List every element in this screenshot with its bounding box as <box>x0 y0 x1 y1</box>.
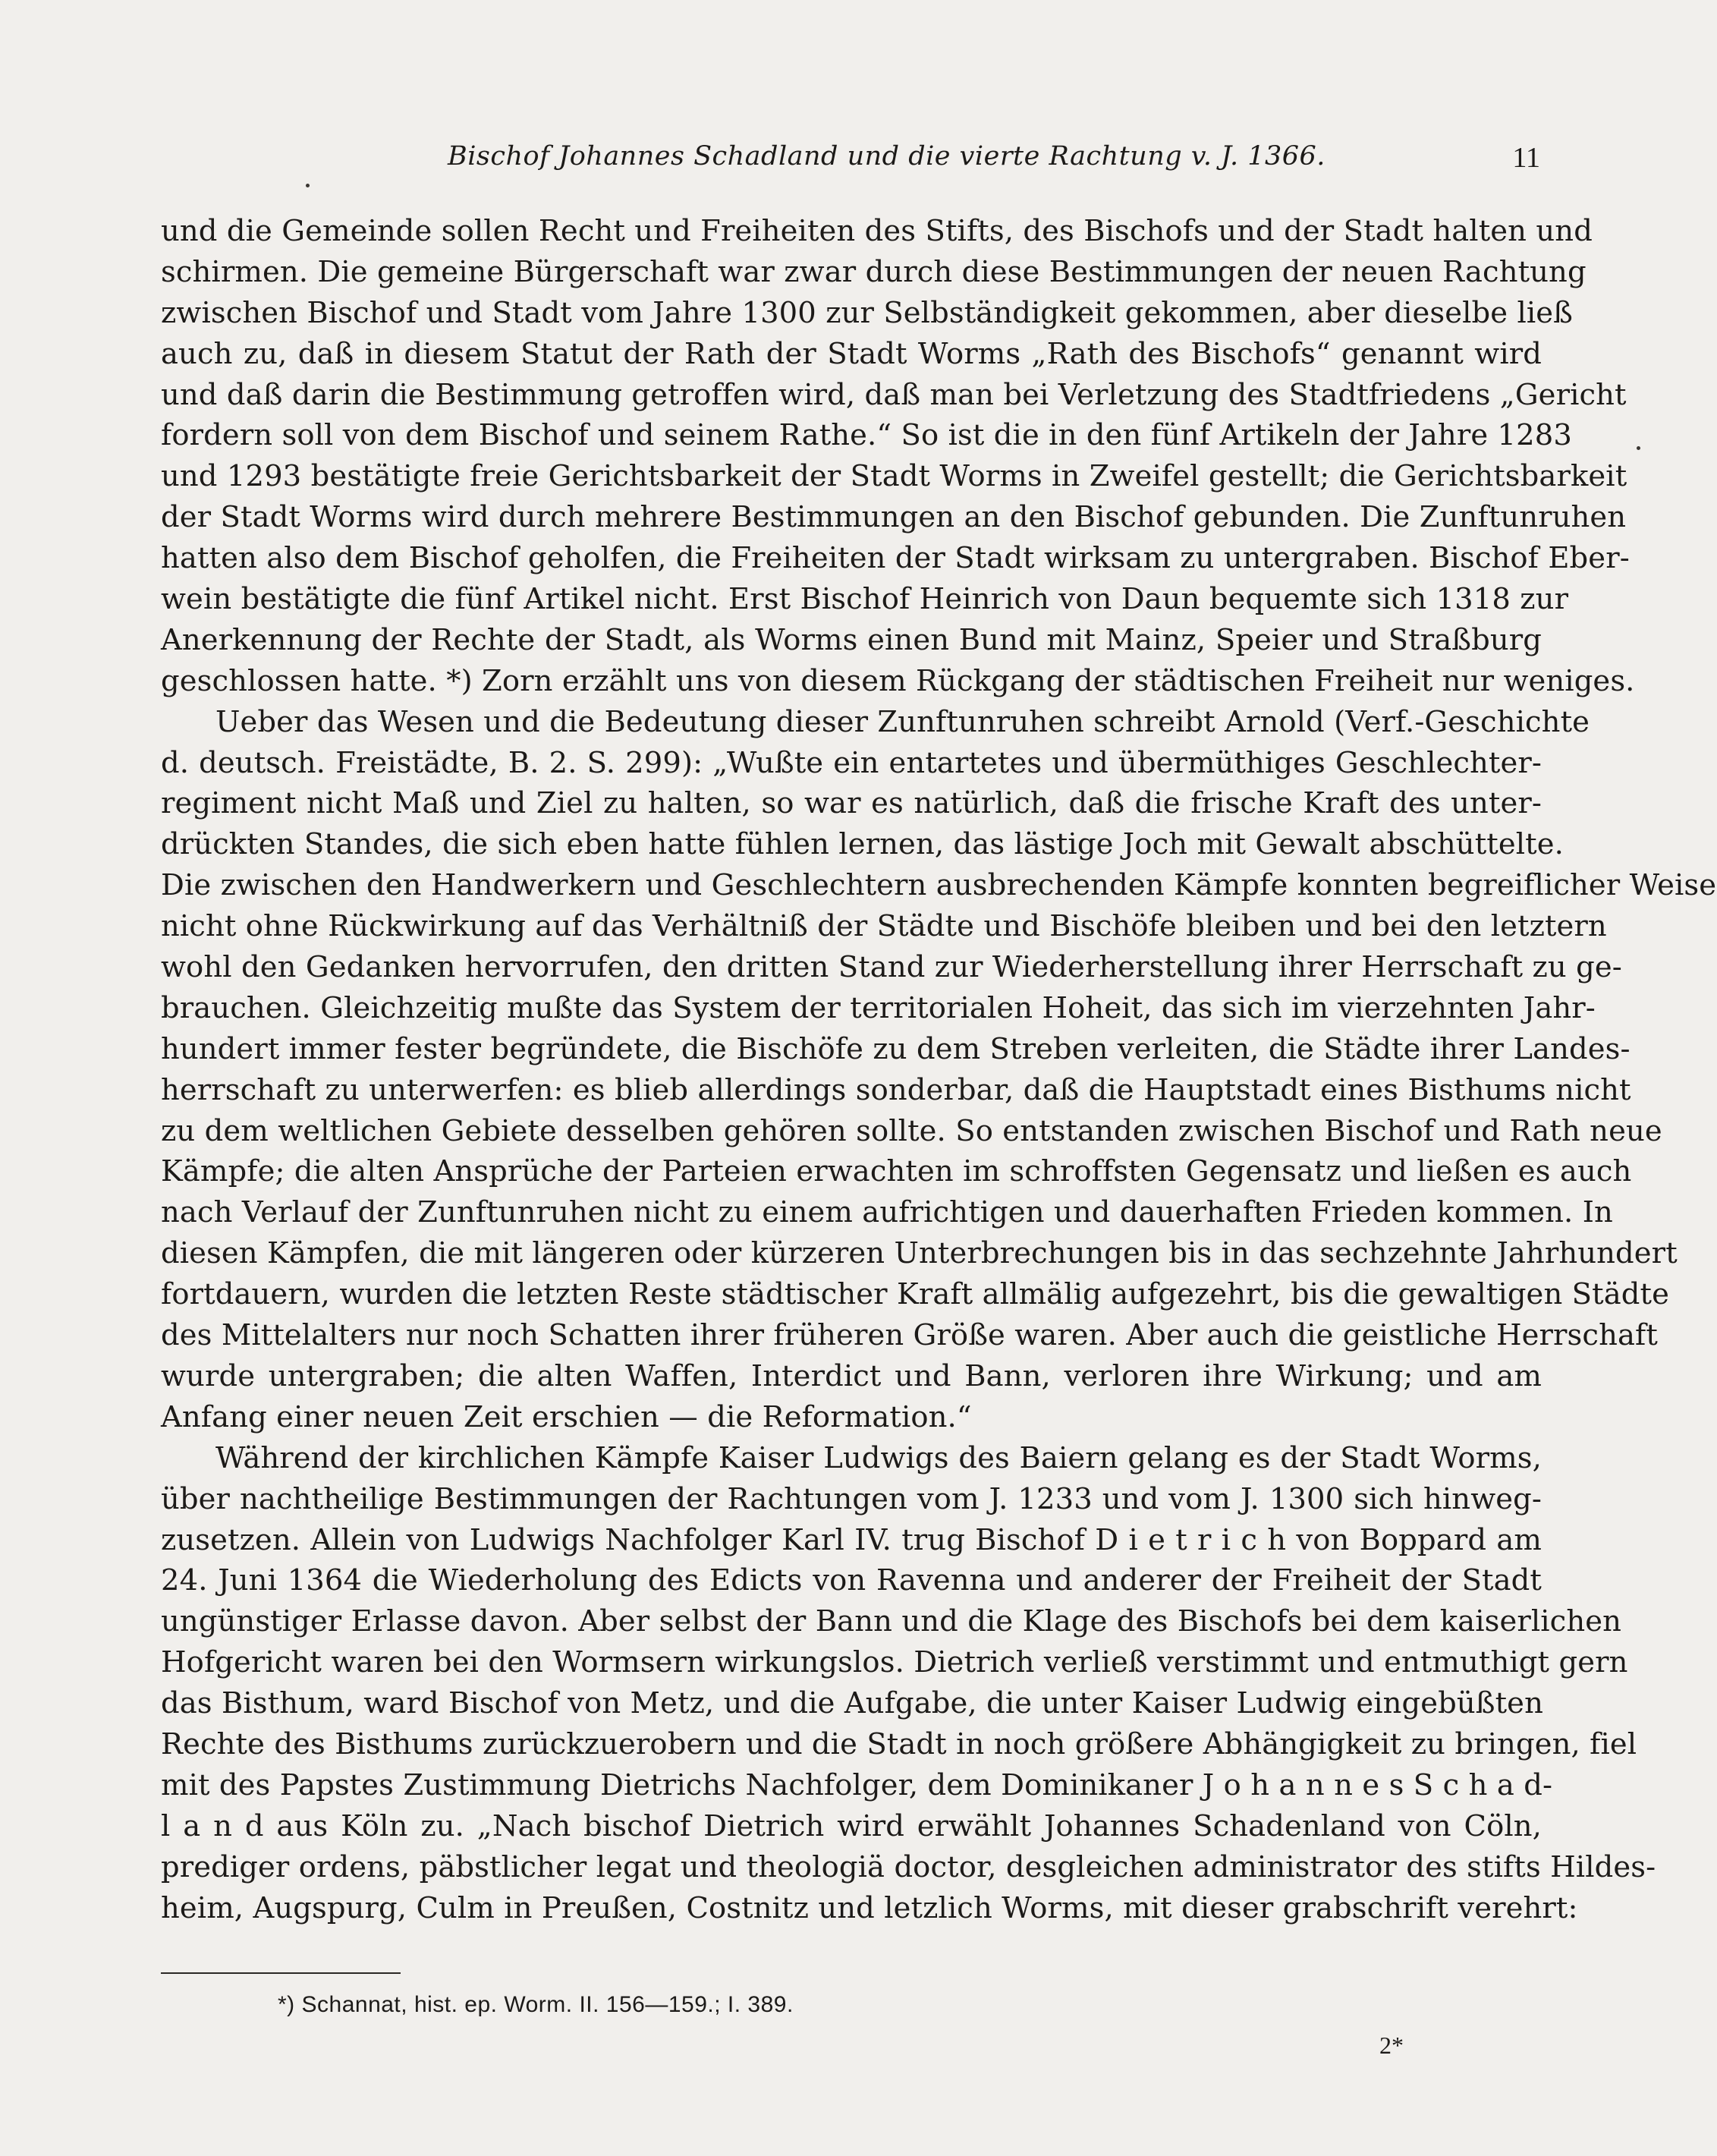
text-line: mit des Papstes Zustimmung Dietrichs Nachfolger, dem Dominikaner J o h a n n e s S c h a d- <box>161 1767 1553 1802</box>
text-line: und 1293 bestätigte freie Gerichtsbarkeit der Stadt Worms in Zweifel gestellt; die Gerichtsbarkeit <box>161 459 1627 494</box>
text-line: auch zu, daß in diesem Statut der Rath der Stadt Worms „Rath des Bischofs“ genannt wird <box>161 336 1542 371</box>
text-line: wurde untergraben; die alten Waffen, Interdict und Bann, verloren ihre Wirkung; und am <box>161 1358 1542 1393</box>
text-line: Hofgericht waren bei den Wormsern wirkungslos. Dietrich verließ verstimmt und entmuthigt gern <box>161 1645 1628 1680</box>
text-line: herrschaft zu unterwerfen: es blieb allerdings sonderbar, daß die Hauptstadt eines Bisthums nicht <box>161 1072 1631 1107</box>
text-line: Ueber das Wesen und die Bedeutung dieser Zunftunruhen schreibt Arnold (Verf.-Geschichte <box>215 704 1590 739</box>
text-line: Rechte des Bisthums zurückzuerobern und die Stadt in noch größere Abhängigkeit zu bringen, fiel <box>161 1726 1637 1761</box>
signature-mark: 2* <box>1379 2032 1404 2059</box>
text-line: l a n d aus Köln zu. „Nach bischof Dietrich wird erwählt Johannes Schadenland von Cöln, <box>161 1808 1542 1843</box>
text-line: schirmen. Die gemeine Bürgerschaft war zwar durch diese Bestimmungen der neuen Rachtung <box>161 254 1586 289</box>
text-line: der Stadt Worms wird durch mehrere Bestimmungen an den Bischof gebunden. Die Zunftunruhen <box>161 500 1627 535</box>
text-line: regiment nicht Maß und Ziel zu halten, so war es natürlich, daß die frische Kraft des unter- <box>161 786 1542 821</box>
text-line: 24. Juni 1364 die Wiederholung des Edicts von Ravenna und anderer der Freiheit der Stadt <box>161 1563 1542 1598</box>
text-line: brauchen. Gleichzeitig mußte das System der territorialen Hoheit, das sich im vierzehnten Jahr- <box>161 990 1596 1025</box>
text-line: Während der kirchlichen Kämpfe Kaiser Ludwigs des Baiern gelang es der Stadt Worms, <box>215 1440 1542 1475</box>
running-title: Bischof Johannes Schadland und die vierte Rachtung v. J. 1366. <box>448 141 1325 172</box>
text-line: und daß darin die Bestimmung getroffen wird, daß man bei Verletzung des Stadtfriedens „Gericht <box>161 377 1627 412</box>
text-line: wohl den Gedanken hervorrufen, den dritten Stand zur Wiederherstellung ihrer Herrschaft zu ge- <box>161 950 1622 985</box>
print-speck <box>306 184 310 187</box>
text-line: hundert immer fester begründete, die Bischöfe zu dem Streben verleiten, die Städte ihrer Landes- <box>161 1031 1631 1066</box>
text-line: zu dem weltlichen Gebiete desselben gehören sollte. So entstanden zwischen Bischof und Rath neue <box>161 1113 1662 1148</box>
text-line: zwischen Bischof und Stadt vom Jahre 1300 zur Selbständigkeit gekommen, aber dieselbe ließ <box>161 295 1573 330</box>
text-line: des Mittelalters nur noch Schatten ihrer früheren Größe waren. Aber auch die geistliche Herrschaft <box>161 1318 1658 1353</box>
text-line: fordern soll von dem Bischof und seinem Rathe.“ So ist die in den fünf Artikeln der Jahre 1283 <box>161 418 1572 453</box>
text-line: fortdauern, wurden die letzten Reste städtischer Kraft allmälig aufgezehrt, bis die gewaltigen Städte <box>161 1277 1669 1312</box>
page-number: 11 <box>1512 142 1540 174</box>
text-line: heim, Augspurg, Culm in Preußen, Costnitz und letzlich Worms, mit dieser grabschrift verehrt: <box>161 1890 1578 1925</box>
print-speck <box>1637 446 1640 450</box>
text-line: Kämpfe; die alten Ansprüche der Parteien erwachten im schroffsten Gegensatz und ließen es auch <box>161 1154 1632 1189</box>
text-line: wein bestätigte die fünf Artikel nicht. Erst Bischof Heinrich von Daun bequemte sich 1318 zur <box>161 582 1569 617</box>
text-line: zusetzen. Allein von Ludwigs Nachfolger Karl IV. trug Bischof D i e t r i c h von Boppard am <box>161 1522 1542 1557</box>
text-line: das Bisthum, ward Bischof von Metz, und die Aufgabe, die unter Kaiser Ludwig eingebüßten <box>161 1686 1543 1721</box>
text-line: nicht ohne Rückwirkung auf das Verhältniß der Städte und Bischöfe bleiben und bei den letztern <box>161 909 1607 944</box>
footnote-rule <box>161 1972 401 1974</box>
text-line: über nachtheilige Bestimmungen der Rachtungen vom J. 1233 und vom J. 1300 sich hinweg- <box>161 1481 1542 1516</box>
text-line: Die zwischen den Handwerkern und Geschlechtern ausbrechenden Kämpfe konnten begreiflicher Weise <box>161 868 1717 903</box>
text-line: prediger ordens, päbstlicher legat und theologiä doctor, desgleichen administrator des stifts Hildes- <box>161 1849 1656 1884</box>
text-line: d. deutsch. Freistädte, B. 2. S. 299): „Wußte ein entartetes und übermüthiges Geschlechter- <box>161 745 1542 780</box>
text-line: nach Verlauf der Zunftunruhen nicht zu einem aufrichtigen und dauerhaften Frieden kommen. In <box>161 1195 1613 1230</box>
text-line: hatten also dem Bischof geholfen, die Freiheiten der Stadt wirksam zu untergraben. Bischof Eber- <box>161 541 1630 576</box>
text-line: geschlossen hatte. *) Zorn erzählt uns von diesem Rückgang der städtischen Freiheit nur weniges. <box>161 663 1635 698</box>
text-line: und die Gemeinde sollen Recht und Freiheiten des Stifts, des Bischofs und der Stadt halten und <box>161 214 1593 248</box>
footnote: *) Schannat, hist. ep. Worm. II. 156—159.; I. 389. <box>278 1992 794 2017</box>
text-line: drückten Standes, die sich eben hatte fühlen lernen, das lästige Joch mit Gewalt abschüttelte. <box>161 827 1564 862</box>
text-line: ungünstiger Erlasse davon. Aber selbst der Bann und die Klage des Bischofs bei dem kaiserlichen <box>161 1604 1622 1639</box>
text-line: diesen Kämpfen, die mit längeren oder kürzeren Unterbrechungen bis in das sechzehnte Jahrhundert <box>161 1236 1678 1271</box>
text-line: Anfang einer neuen Zeit erschien — die Reformation.“ <box>161 1399 972 1434</box>
body-text <box>161 211 1717 1928</box>
page-header <box>448 141 1540 181</box>
text-line: Anerkennung der Rechte der Stadt, als Worms einen Bund mit Mainz, Speier und Straßburg <box>161 622 1542 657</box>
